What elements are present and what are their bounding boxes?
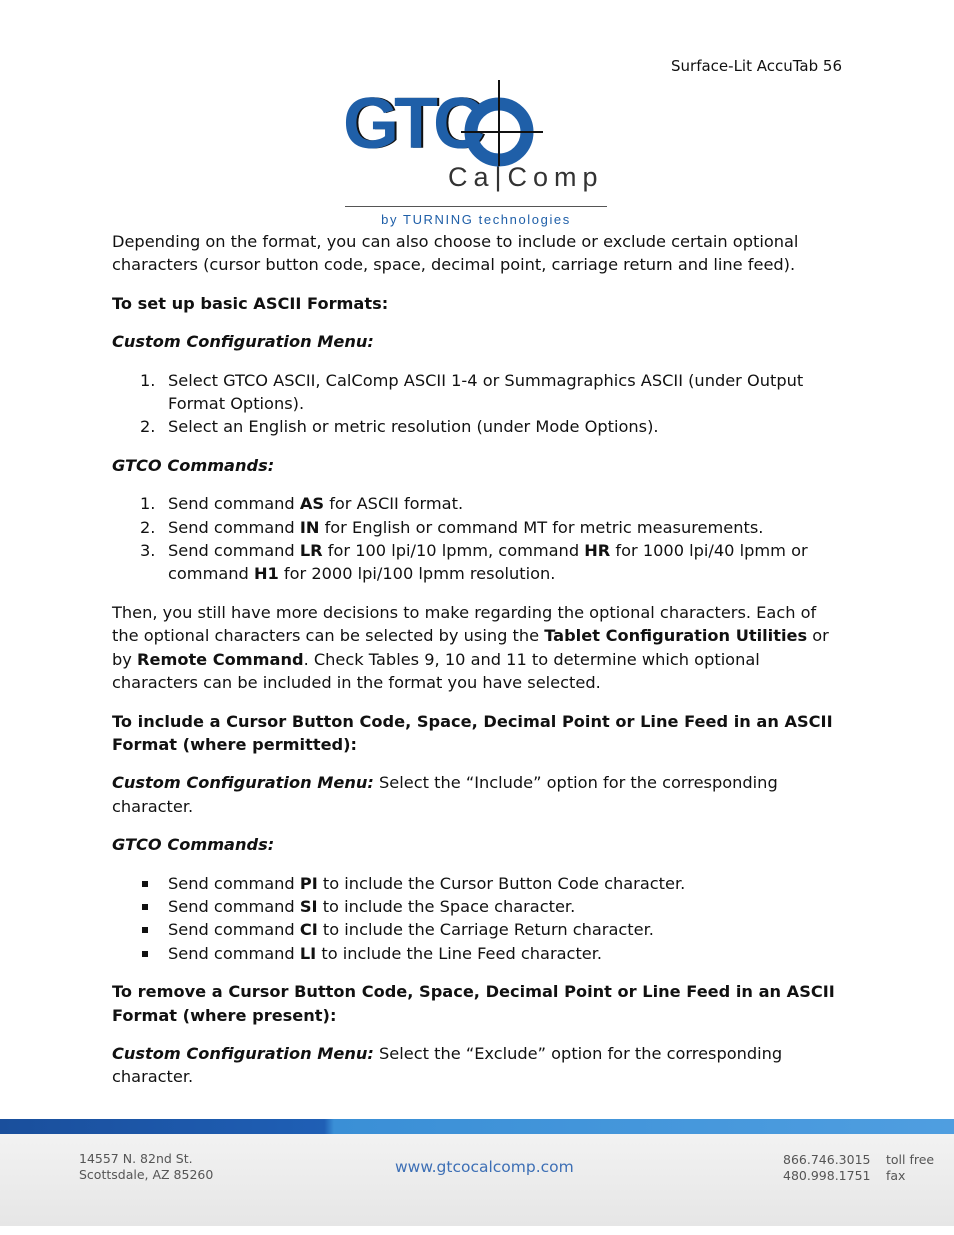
command-code: H1 [253, 564, 279, 584]
list-item: Send command PI to include the Cursor Button Code character. [112, 872, 847, 895]
bullet-square-icon [142, 927, 148, 933]
bullet-square-icon [142, 881, 148, 887]
remove-heading: To remove a Cursor Button Code, Space, Decimal Point or Line Feed in an ASCII Format (where present): [112, 982, 835, 1025]
bullet-square-icon [142, 951, 148, 957]
intro-paragraph: Depending on the format, you can also choose to include or exclude certain optional characters (cursor button code, space, decimal point, carriage return and line feed). [112, 232, 799, 275]
gtco-commands-label: GTCO Commands: [112, 455, 275, 475]
then-paragraph: Then, you still have more decisions to make regarding the optional characters. Each of the optional characters can be selected by using the Tablet Configuration Utilities or by Remote Command. Check Tables 9, 10 and 11 to determine which optional characters can be included in the format you have selected. [112, 602, 829, 693]
remove-menu-paragraph: Custom Configuration Menu: Select the “Exclude” option for the corresponding character. [112, 1043, 783, 1087]
footer-address: 14557 N. 82nd St. Scottsdale, AZ 85260 [79, 1151, 214, 1182]
list-item: 1. Send command AS for ASCII format. [140, 494, 464, 514]
footer-phones: 866.746.3015 480.998.1751 [783, 1152, 871, 1183]
footer-phone-labels: toll free fax [886, 1152, 935, 1183]
list-item: 2. Select an English or metric resolution (under Mode Options). [140, 417, 659, 437]
list-item: 2. Send command IN for English or command MT for metric measurements. [140, 517, 764, 537]
list-item: Send command LI to include the Line Feed character. [112, 942, 847, 965]
logo-calcomp-wordmark: Ca|Comp [448, 162, 604, 192]
logo-gtc-letters: GTC [343, 84, 480, 164]
footer-color-bar [0, 1119, 954, 1134]
logo-divider [345, 206, 607, 207]
bullet-square-icon [142, 904, 148, 910]
page-header-title: Surface-Lit AccuTab 56 [671, 57, 842, 75]
logo-byline: by TURNING technologies [381, 212, 571, 227]
command-code: IN [299, 517, 320, 537]
logo-crosshair-o-icon [461, 78, 545, 168]
list-item: 3. Send command LR for 100 lpi/10 lpmm, command HR for 1000 lpi/40 lpmm or command H1 for 2000 lpi/100 lpmm resolution. [140, 541, 808, 584]
list-item: Send command CI to include the Carriage Return character. [112, 918, 847, 941]
include-menu-paragraph: Custom Configuration Menu: Select the “Include” option for the corresponding character. [112, 773, 778, 816]
command-code: HR [584, 541, 611, 561]
include-bullets-list [112, 872, 847, 966]
include-heading: To include a Cursor Button Code, Space, Decimal Point or Line Feed in an ASCII Format (where permitted): [112, 711, 833, 754]
gtco-calcomp-logo [343, 78, 613, 230]
list-item: 1. Select GTCO ASCII, CalComp ASCII 1-4 or Summagraphics ASCII (under Output Format Options). [140, 370, 804, 414]
command-code: LR [299, 541, 323, 561]
footer-website-link[interactable]: www.gtcocalcomp.com [395, 1158, 574, 1176]
setup-steps-list [112, 369, 847, 439]
page-footer [0, 1119, 954, 1226]
list-item: Send command SI to include the Space character. [112, 895, 847, 918]
document-body [112, 230, 847, 1104]
setup-heading: To set up basic ASCII Formats: [112, 293, 389, 313]
gtco-commands-label-2: GTCO Commands: [112, 835, 275, 855]
custom-menu-label: Custom Configuration Menu: [112, 332, 374, 352]
command-code: AS [299, 494, 325, 514]
command-steps-list [112, 492, 847, 586]
